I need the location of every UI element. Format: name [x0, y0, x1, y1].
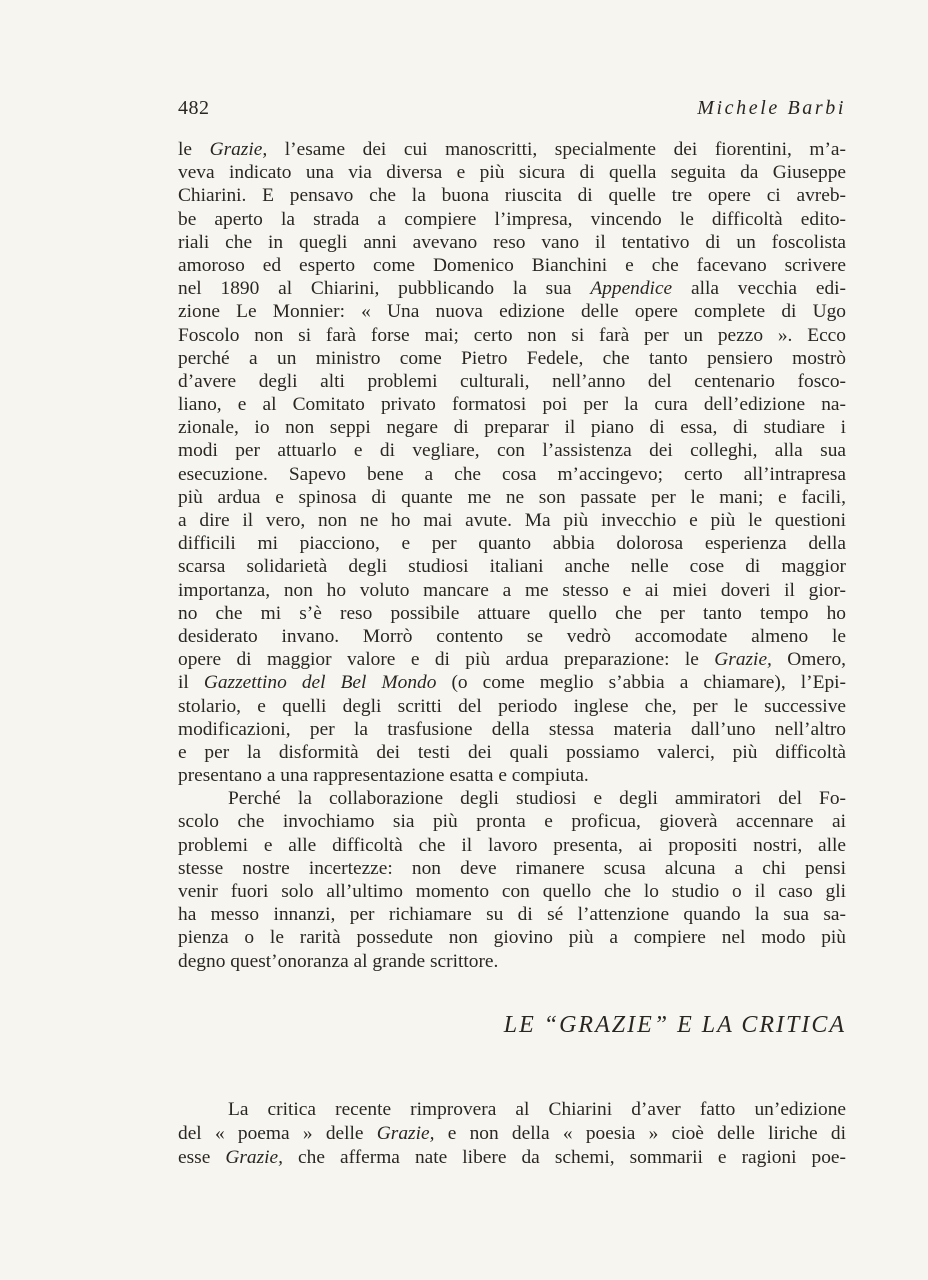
text-run: il — [178, 672, 204, 694]
text-line — [178, 950, 846, 973]
text-line — [178, 324, 846, 347]
text-line — [178, 208, 846, 231]
text-line — [178, 625, 846, 648]
text-run: zionale, io non seppi negare di preparar il piano di essa, di studiare i — [178, 417, 846, 439]
section-heading: LE “GRAZIE” E LA CRITICA — [503, 1012, 846, 1038]
italic-text: Grazie, — [225, 1147, 283, 1168]
text-line — [178, 463, 846, 486]
text-run: difficili mi piacciono, e per quanto abbia dolorosa esperienza della — [178, 533, 846, 555]
text-run: problemi e alle difficoltà che il lavoro presenta, ai propositi nostri, alle — [178, 834, 846, 856]
text-run: venir fuori solo all’ultimo momento con quello che lo studio o il caso gli — [178, 881, 846, 902]
text-run: scolo che invochiamo sia più pronta e proficua, gioverà accennare ai — [178, 811, 846, 833]
text-run: l’esame dei cui manoscritti, specialmente dei fiorentini, m’a- — [267, 139, 846, 160]
text-run: (o come meglio s’abbia a chiamare), l’Epi- — [436, 672, 846, 694]
text-run: Perché la collaborazione degli studiosi e degli ammiratori del Fo- — [228, 788, 846, 810]
text-run: Chiarini. E pensavo che la buona riuscita di quelle tre opere ci avreb- — [178, 185, 846, 207]
text-run: zione Le Monnier: « Una nuova edizione delle opere complete di Ugo — [178, 301, 846, 323]
text-line — [178, 393, 846, 416]
text-run: pienza o le rarità possedute non giovino più a compiere nel modo più — [178, 927, 846, 949]
section-text — [178, 1098, 846, 1170]
text-run: e per la disformità dei testi dei quali possiamo valerci, più difficoltà — [178, 741, 846, 763]
italic-text: Grazie, — [209, 139, 268, 160]
text-line — [178, 1146, 846, 1170]
text-run: be aperto la strada a compiere l’impresa, vincendo le difficoltà edito- — [178, 208, 846, 230]
text-line — [178, 184, 846, 207]
text-line — [178, 671, 846, 694]
text-run: modificazioni, per la trasfusione della stessa materia dall’uno nell’altro — [178, 718, 846, 740]
text-line — [178, 439, 846, 462]
text-run: esecuzione. Sapevo bene a che cosa m’accingevo; certo all’intrapresa — [178, 463, 846, 485]
text-line — [178, 926, 846, 949]
text-line — [178, 254, 846, 277]
page-number: 482 — [178, 97, 210, 119]
text-run: veva indicato una via diversa e più sicura di quella seguita da Giuseppe — [178, 162, 846, 184]
text-line — [178, 347, 846, 370]
text-line — [178, 579, 846, 602]
paragraph-3 — [178, 1098, 846, 1170]
text-run: liano, e al Comitato privato formatosi poi per la cura dell’edizione na- — [178, 394, 846, 416]
text-run: stolario, e quelli degli scritti del periodo inglese che, per le successive — [178, 695, 846, 717]
italic-text: Gazzettino del Bel Mondo — [203, 672, 437, 694]
text-line — [178, 764, 846, 787]
text-run: a dire il vero, non ne ho mai avute. Ma più invecchio e più le questioni — [178, 510, 846, 531]
text-run: degno quest’onoranza al grande scrittore. — [178, 950, 499, 972]
text-line — [178, 300, 846, 323]
text-run: presentano a una rappresentazione esatta e compiuta. — [178, 765, 589, 787]
text-line — [178, 834, 846, 857]
italic-text: Grazie, — [376, 1123, 435, 1144]
text-run: no che mi s’è reso possibile attuare quello che per tanto tempo ho — [178, 602, 846, 624]
paragraph-1 — [178, 138, 846, 787]
text-line — [178, 416, 846, 439]
text-line — [178, 602, 846, 625]
text-line — [178, 903, 846, 926]
text-line — [178, 718, 846, 741]
text-line — [178, 509, 846, 532]
text-run: riali che in quegli anni avevano reso vano il tentativo di un foscolista — [178, 231, 846, 253]
text-run: opere di maggior valore e di più ardua preparazione: le — [178, 649, 715, 671]
text-run: modi per attuarlo e di vegliare, con l’assistenza dei colleghi, alla sua — [178, 440, 846, 462]
text-line — [178, 695, 846, 718]
text-run: ha messo innanzi, per richiamare su di sé l’attenzione quando la sua sa- — [178, 904, 846, 926]
text-line — [178, 1098, 846, 1122]
text-line — [178, 857, 846, 880]
text-run: La critica recente rimprovera al Chiarini d’aver fatto un’edizione — [228, 1099, 846, 1120]
text-line — [178, 1122, 846, 1146]
text-run: che afferma nate libere da schemi, sommarii e ragioni poe- — [283, 1147, 846, 1168]
italic-text: Appendice — [590, 278, 673, 300]
text-run: Foscolo non si farà forse mai; certo non si farà per un pezzo ». Ecco — [178, 324, 846, 346]
text-run: importanza, non ho voluto mancare a me stesso e ai miei doveri il gior- — [178, 579, 846, 601]
text-line — [178, 532, 846, 555]
text-line — [178, 555, 846, 578]
main-text — [178, 138, 846, 973]
paragraph-2 — [178, 787, 846, 973]
text-run: le — [178, 139, 210, 160]
text-line — [178, 648, 846, 671]
italic-text: Grazie, — [714, 649, 772, 671]
text-run: d’avere degli alti problemi culturali, nell’anno del centenario fosco- — [178, 370, 846, 392]
text-line — [178, 787, 846, 810]
text-run: esse — [178, 1147, 226, 1168]
text-line — [178, 138, 846, 161]
text-run: più ardua e spinosa di quante me ne son passate per le mani; e facili, — [178, 486, 846, 508]
text-line — [178, 161, 846, 184]
text-run: perché a un ministro come Pietro Fedele, che tanto pensiero mostrò — [178, 347, 846, 369]
text-run: nel 1890 al Chiarini, pubblicando la sua — [178, 278, 591, 300]
text-line — [178, 880, 846, 903]
text-run: del « poema » delle — [178, 1123, 377, 1144]
text-run: scarsa solidarietà degli studiosi italiani anche nelle cose di maggior — [178, 556, 846, 578]
text-run: amoroso ed esperto come Domenico Bianchini e che facevano scrivere — [178, 254, 846, 276]
running-head-author: Michele Barbi — [697, 97, 846, 119]
text-line — [178, 370, 846, 393]
text-line — [178, 231, 846, 254]
text-line — [178, 277, 846, 300]
text-run: alla vecchia edi- — [672, 278, 846, 300]
text-line — [178, 741, 846, 764]
text-line — [178, 486, 846, 509]
text-run: stesse nostre incertezze: non deve rimanere scusa alcuna a chi pensi — [178, 857, 846, 879]
text-run: Omero, — [771, 649, 847, 671]
text-line — [178, 810, 846, 833]
text-run: e non della « poesia » cioè delle liriche di — [434, 1123, 847, 1144]
text-run: desiderato invano. Morrò contento se vedrò accomodate almeno le — [178, 625, 846, 647]
